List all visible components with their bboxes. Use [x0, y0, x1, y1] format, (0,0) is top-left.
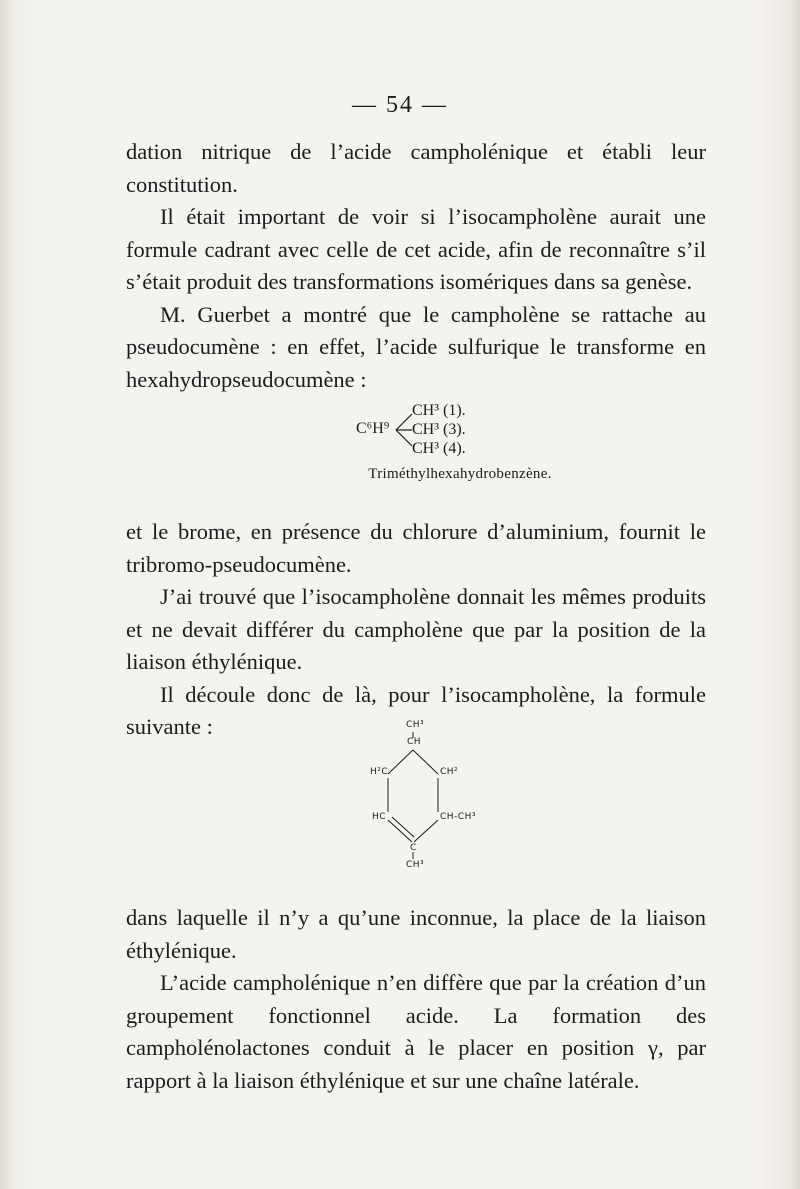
paragraph: dation nitrique de l’acide campholénique et établi leur constitution.	[126, 139, 706, 197]
ring-bottom-atom: C	[410, 843, 417, 853]
paragraph: M. Guerbet a montré que le campholène se rattache au pseudocumène : en effet, l’acide sulfurique le transforme en hexahydropseudocumène :	[126, 301, 706, 392]
ring-right-upper: CH²	[440, 767, 459, 777]
ring-top-group: CH³	[406, 720, 425, 730]
formula-base: C⁶H⁹	[356, 420, 390, 437]
bond-lines	[394, 406, 414, 454]
page-number: — 54 —	[352, 92, 448, 118]
text-block-middle	[126, 516, 706, 744]
paragraph: Il découle donc de là, pour l’isocampholène, la formule suivante :	[126, 681, 706, 739]
paragraph: dans laquelle il n’y a qu’une inconnue, la place de la liaison éthylénique.	[126, 905, 706, 963]
ring-bottom-group: CH³	[406, 860, 425, 870]
paragraph: et le brome, en présence du chlorure d’aluminium, fournit le tribromo-pseudocumène.	[126, 519, 706, 577]
chemical-formula	[356, 402, 556, 462]
paragraph: Il était important de voir si l’isocampholène aurait une formule cadrant avec celle de cet acide, afin de reconnaître s’il s’était produit des transformations isomériques dans sa genèse.	[126, 204, 706, 294]
paragraph: J’ai trouvé que l’isocampholène donnait les mêmes produits et ne devait différer du campholène que par la position de la liaison éthylénique.	[126, 584, 706, 674]
text-block-bottom	[126, 902, 706, 1097]
formula-substituent-1: CH³ (1).	[412, 402, 466, 419]
ring-left-upper: H²C	[370, 767, 389, 777]
ring-bonds	[360, 716, 500, 886]
formula-substituent-4: CH³ (4).	[412, 440, 466, 457]
formula-substituent-3: CH³ (3).	[412, 421, 466, 438]
ring-left-lower: HC	[372, 812, 387, 822]
text-block-top	[126, 136, 706, 396]
ring-right-lower: CH-CH³	[440, 812, 476, 822]
ring-top-atom: CH	[407, 737, 422, 747]
formula-caption: Triméthylhexahydrobenzène.	[368, 466, 552, 482]
paragraph: L’acide campholénique n’en diffère que par la création d’un groupement fonctionnel acide. La formation des campholénolactones conduit à le placer en position γ, par rapport à la liaison éthylénique et sur une chaîne latérale.	[126, 970, 706, 1093]
isocampholene-structure	[360, 716, 500, 886]
